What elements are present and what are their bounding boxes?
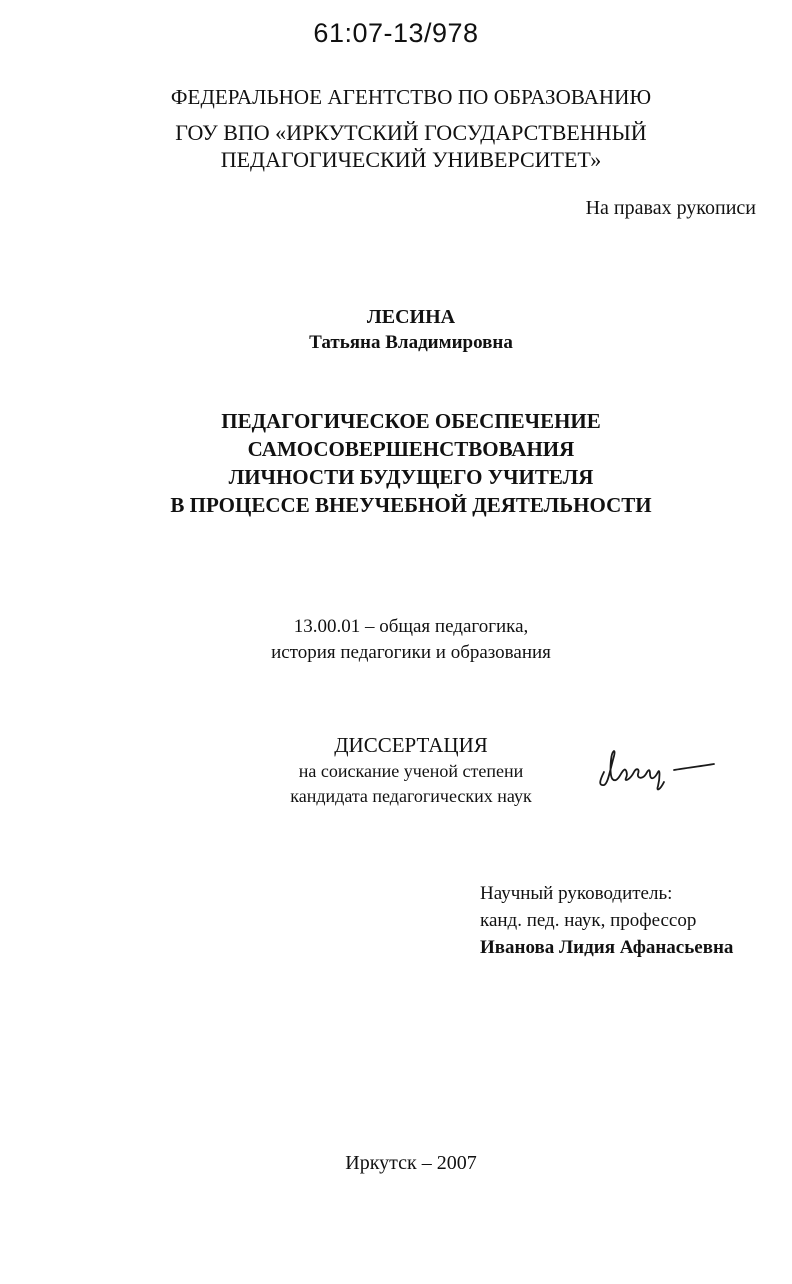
author-surname: ЛЕСИНА [366,306,456,328]
author-name: Татьяна Владимировна [309,332,513,353]
university-heading [0,119,792,173]
degree-line-2: кандидата педагогических наук [290,786,532,806]
supervisor-label: Научный руководитель: [480,883,673,904]
university-line-1: ГОУ ВПО «ИРКУТСКИЙ ГОСУДАРСТВЕННЫЙ [175,120,647,145]
rights-note: На правах рукописи [585,197,756,219]
thesis-title-line: ЛИЧНОСТИ БУДУЩЕГО УЧИТЕЛЯ [228,465,594,489]
university-line-2: ПЕДАГОГИЧЕСКИЙ УНИВЕРСИТЕТ» [220,147,602,172]
place-year: Иркутск – 2007 [345,1152,477,1174]
supervisor-block [480,880,733,961]
specialty-line-1: 13.00.01 – общая педагогика, [293,616,529,637]
agency-heading: ФЕДЕРАЛЬНОЕ АГЕНТСТВО ПО ОБРАЗОВАНИЮ [170,85,652,109]
thesis-title-line: В ПРОЦЕССЕ ВНЕУЧЕБНОЙ ДЕЯТЕЛЬНОСТИ [170,493,652,517]
degree-line-1: на соискание ученой степени [298,761,524,781]
thesis-title [0,407,792,519]
thesis-title-line: САМОСОВЕРШЕНСТВОВАНИЯ [247,437,575,461]
supervisor-degree: канд. пед. наук, профессор [480,910,697,931]
specialty-line-2: история педагогики и образования [271,642,551,663]
dissertation-type: ДИССЕРТАЦИЯ [334,733,488,757]
specialty-code [0,614,792,666]
supervisor-name: Иванова Лидия Афанасьевна [480,937,734,958]
handwritten-signature [590,730,720,800]
catalog-number: 61:07-13/978 [313,18,479,48]
thesis-title-line: ПЕДАГОГИЧЕСКОЕ ОБЕСПЕЧЕНИЕ [221,409,601,433]
